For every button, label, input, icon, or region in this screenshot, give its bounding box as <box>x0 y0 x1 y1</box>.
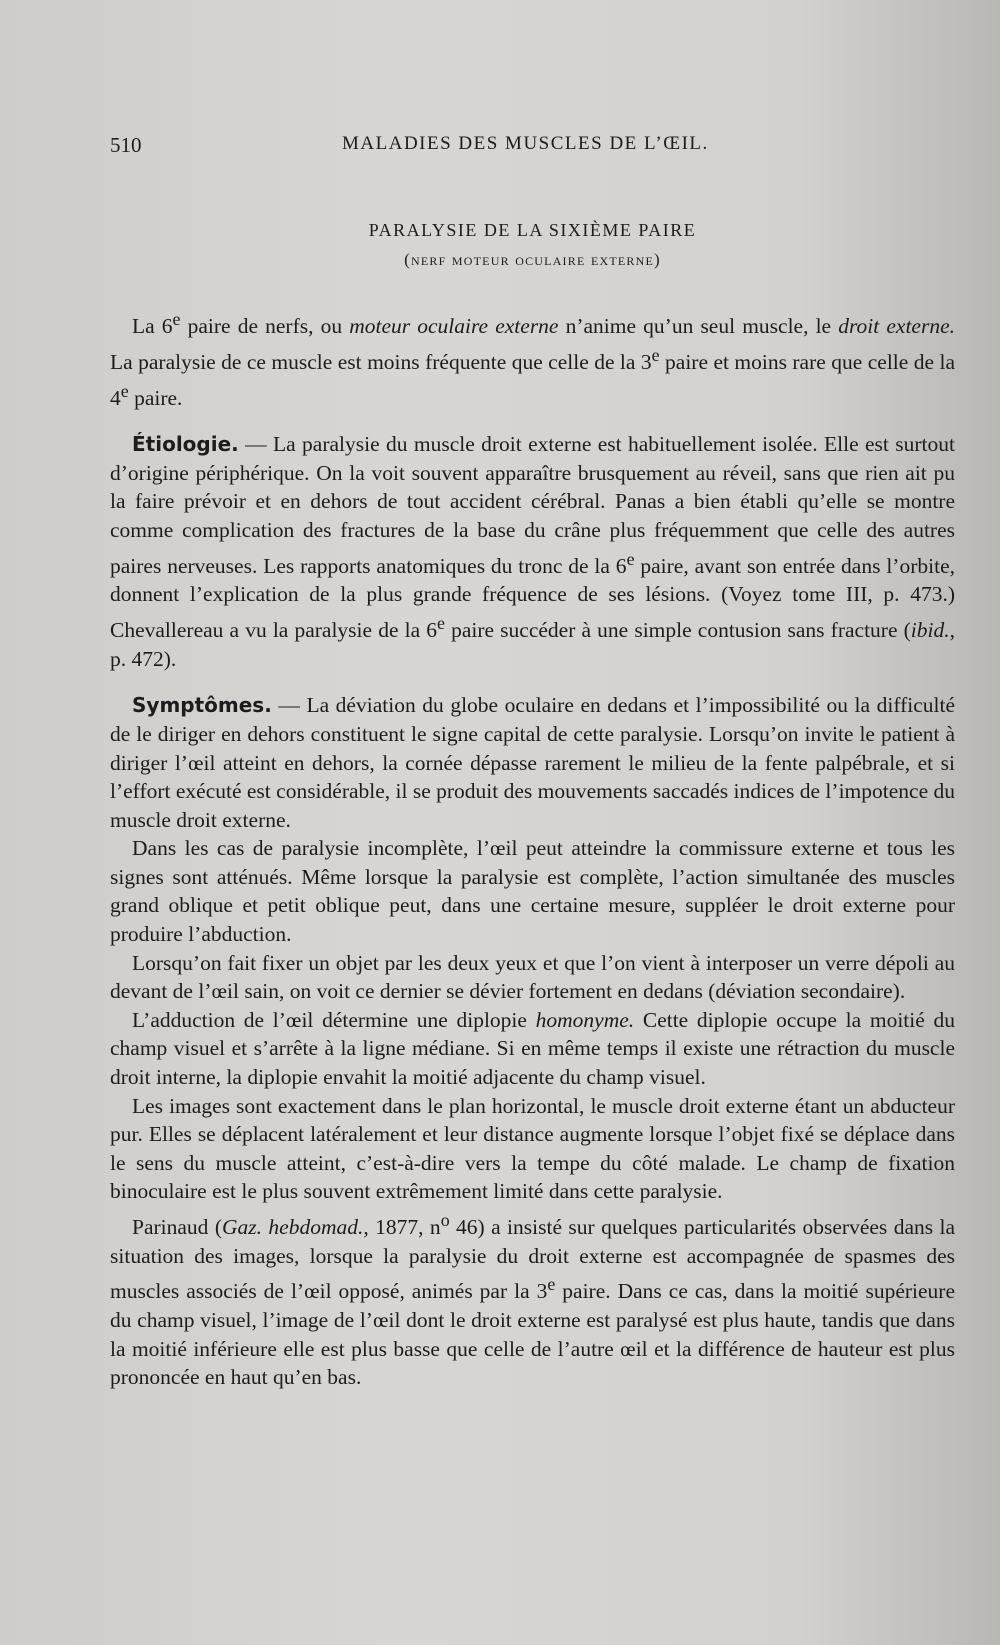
etiologie-sup-1: e <box>626 548 635 569</box>
intro-sup-2: e <box>651 344 660 365</box>
running-head <box>110 133 965 163</box>
intro-sup-3: e <box>120 380 129 401</box>
page-number: 510 <box>110 133 142 157</box>
paragraph-symptomes <box>110 691 955 834</box>
intro-text-6: paire. <box>128 385 183 410</box>
etiologie-heading: Étiologie. <box>132 432 239 457</box>
parinaud-italic-1: Gaz. hebdomad. <box>222 1215 364 1240</box>
intro-text-5: paire et moins rare que celle de la 4 <box>110 349 955 410</box>
etiologie-text-4: , p. 472). <box>110 618 955 671</box>
paragraph-adduction <box>110 1006 955 1092</box>
paragraph-parinaud <box>110 1206 955 1392</box>
intro-text-4: La paralysie de ce muscle est moins fréquente que celle de la 3 <box>110 349 652 374</box>
section-subtitle: (nerf moteur oculaire externe) <box>404 250 661 269</box>
etiologie-text-2: paire, avant son entrée dans l’orbite, donnent l’explication de la plus grande fréquence de ses lésions. (Voyez tome III, p. 473.) Chevallereau a vu la paralysie de la 6 <box>110 553 955 643</box>
intro-text-1: La 6 <box>132 314 173 339</box>
parinaud-text-3: 46) a insisté sur quelques particularités observées dans la situation des images, lorsque la paralysie du droit externe est accompagnée de spasmes des muscles associés de l’œil opposé, animés par la 3 <box>110 1215 956 1304</box>
parinaud-sup-2: e <box>547 1274 556 1295</box>
paragraph-images: Les images sont exactement dans le plan horizontal, le muscle droit externe étant un abducteur pur. Elles se déplacent latéralement et leur distance augmente lorsque l’objet fixé se déplace dans le sens du muscle atteint, c’est-à-dire vers la tempe du côté malade. Le champ de fixation binoculaire est le plus souvent extrêmement limité dans cette paralysie. <box>110 1093 955 1204</box>
intro-text-2: paire de nerfs, ou <box>180 314 350 339</box>
paragraph-verre-depoli: Lorsqu’on fait fixer un objet par les deux yeux et que l’on vient à interposer un verre dépoli au devant de l’œil sain, on voit ce dernier se dévier fortement en dedans (déviation secondaire). <box>110 950 955 1004</box>
etiologie-sup-2: e <box>437 612 445 633</box>
section-heading <box>110 216 955 274</box>
parinaud-text-1: Parinaud ( <box>132 1215 222 1240</box>
parinaud-text-2: , 1877, n <box>363 1215 441 1240</box>
intro-italic-2: droit externe. <box>838 314 955 339</box>
intro-italic-1: moteur oculaire externe <box>349 314 559 339</box>
section-title: PARALYSIE DE LA SIXIÈME PAIRE <box>368 220 697 240</box>
intro-sup-1: e <box>172 309 181 329</box>
adduction-italic-1: homonyme. <box>535 1007 635 1032</box>
symptomes-text-1: — La déviation du globe oculaire en dedans et l’impossibilité ou la difficulté de le diriger en dehors constituent le signe capital de cette paralysie. Lorsqu’on invite le patient à diriger l’œil atteint en dehors, la cornée dépasse rarement le milieu de la fente palpébrale, et si l’effort exécuté est considérable, il se produit des mouvements saccadés indices de l’impotence du muscle droit externe. <box>110 693 955 832</box>
etiologie-text-3: paire succéder à une simple contusion sans fracture ( <box>444 618 911 643</box>
body-text <box>110 305 955 1392</box>
running-title: MALADIES DES MUSCLES DE L’ŒIL. <box>342 133 709 154</box>
parinaud-text-4: paire. Dans ce cas, dans la moitié supérieure du champ visuel, l’image de l’œil dont le droit externe est paralysé est plus haute, tandis que dans la moitié inférieure elle est plus basse que celle de l’autre œil et la différence de hauteur est plus prononcée en haut qu’en bas. <box>110 1279 955 1390</box>
etiologie-italic-1: ibid. <box>910 618 950 643</box>
etiologie-text-1: — La paralysie du muscle droit externe est habituellement isolée. Elle est surtout d’origine périphérique. On la voit souvent apparaître brusquement au réveil, sans que rien ait pu la faire prévoir et en dehors de tout accident cérébral. Panas a bien établi qu’elle se montre comme complication des fractures de la base du crâne plus fréquemment que celle des autres paires nerveuses. Les rapports anatomiques du tronc de la 6 <box>110 432 955 578</box>
symptomes-heading: Symptômes. <box>132 693 272 718</box>
paragraph-intro <box>110 305 955 412</box>
paragraph-etiologie <box>110 430 955 673</box>
adduction-text-1: L’adduction de l’œil détermine une diplopie <box>132 1007 536 1032</box>
parinaud-sup-1: o <box>440 1210 450 1230</box>
adduction-text-2: Cette diplopie occupe la moitié du champ visuel et s’arrête à la ligne médiane. Si en même temps il existe une rétraction du muscle droit interne, la diplopie envahit la moitié adjacente du champ visuel. <box>110 1007 955 1090</box>
paragraph-incomplete: Dans les cas de paralysie incomplète, l’œil peut atteindre la commissure externe et tous les signes sont atténués. Même lorsque la paralysie est complète, l’action simultanée des muscles grand oblique et petit oblique peut, dans une certaine mesure, suppléer le droit externe pour produire l’abduction. <box>110 836 955 947</box>
intro-text-3: n’anime qu’un seul muscle, le <box>558 314 839 339</box>
